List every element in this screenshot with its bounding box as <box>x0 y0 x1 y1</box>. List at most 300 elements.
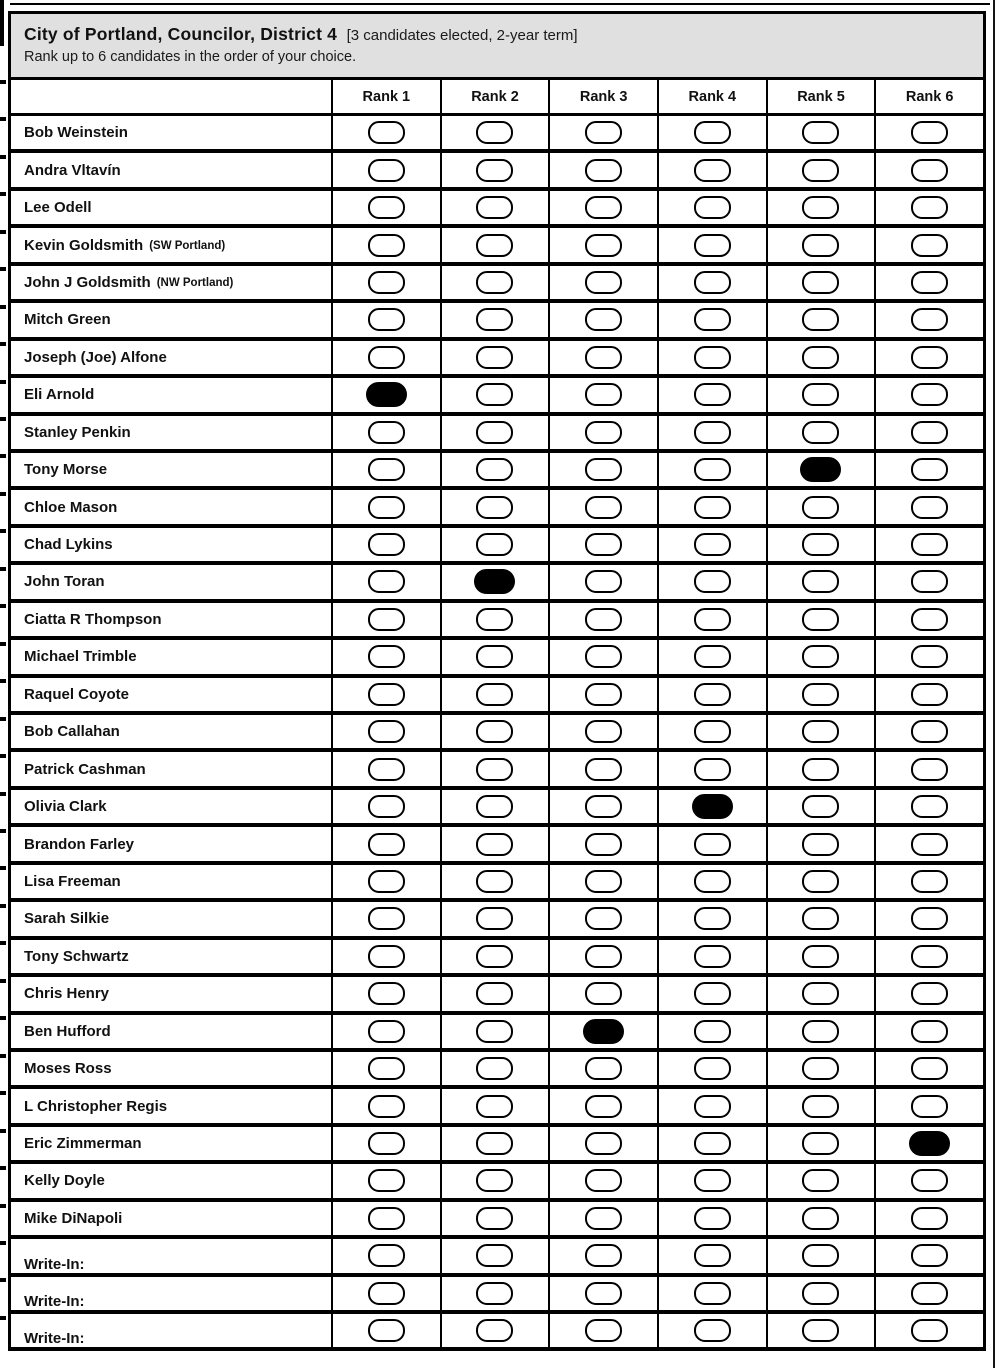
rank-bubble[interactable] <box>585 1132 622 1155</box>
rank-4-cell <box>657 453 766 486</box>
candidate-name-cell <box>11 528 331 561</box>
candidate-name: Kelly Doyle <box>24 1172 105 1190</box>
rank-bubble[interactable] <box>911 1207 948 1230</box>
rank-bubble[interactable] <box>368 1132 405 1155</box>
rank-bubble[interactable] <box>476 234 513 257</box>
rank-5-cell <box>766 790 875 823</box>
rank-bubble[interactable] <box>476 346 513 369</box>
timing-mark <box>0 866 6 870</box>
scan-artifact-line <box>10 3 990 5</box>
rank-bubble[interactable] <box>802 870 839 893</box>
rank-1-cell <box>331 865 440 898</box>
rank-bubble[interactable] <box>802 1169 839 1192</box>
rank-bubble[interactable] <box>802 1282 839 1305</box>
rank-bubble[interactable] <box>802 1132 839 1155</box>
rank-bubble-filled[interactable] <box>692 794 733 819</box>
rank-header-3: Rank 3 <box>548 80 657 113</box>
rank-header-row <box>8 80 986 116</box>
candidate-name: John J Goldsmith <box>24 273 151 291</box>
rank-bubble[interactable] <box>585 645 622 668</box>
rank-1-cell <box>331 528 440 561</box>
rank-bubble[interactable] <box>368 758 405 781</box>
rank-bubble[interactable] <box>368 1020 405 1043</box>
rank-bubble-filled[interactable] <box>583 1019 624 1044</box>
rank-bubble[interactable] <box>368 833 405 856</box>
rank-bubble[interactable] <box>802 1095 839 1118</box>
rank-1-cell <box>331 640 440 673</box>
rank-bubble[interactable] <box>802 1057 839 1080</box>
rank-bubble[interactable] <box>585 234 622 257</box>
rank-bubble[interactable] <box>585 907 622 930</box>
rank-1-cell <box>331 303 440 336</box>
rank-bubble-filled[interactable] <box>366 382 407 407</box>
rank-bubble[interactable] <box>476 1095 513 1118</box>
rank-bubble[interactable] <box>911 383 948 406</box>
rank-4-cell <box>657 1239 766 1272</box>
rank-bubble[interactable] <box>585 1319 622 1342</box>
rank-bubble[interactable] <box>368 795 405 818</box>
candidate-name: Bob Callahan <box>24 723 120 741</box>
candidate-name: Tony Schwartz <box>24 947 129 965</box>
rank-bubble[interactable] <box>694 1057 731 1080</box>
rank-bubble[interactable] <box>476 795 513 818</box>
rank-bubble[interactable] <box>368 945 405 968</box>
rank-bubble[interactable] <box>368 1095 405 1118</box>
rank-bubble[interactable] <box>694 1319 731 1342</box>
rank-bubble[interactable] <box>911 907 948 930</box>
rank-bubble[interactable] <box>585 421 622 444</box>
rank-bubble[interactable] <box>476 1057 513 1080</box>
rank-header-4: Rank 4 <box>657 80 766 113</box>
timing-mark <box>0 267 6 271</box>
rank-bubble[interactable] <box>694 1095 731 1118</box>
rank-bubble[interactable] <box>802 496 839 519</box>
rank-bubble[interactable] <box>368 458 405 481</box>
rank-1-cell <box>331 1089 440 1122</box>
rank-bubble[interactable] <box>694 196 731 219</box>
rank-bubble[interactable] <box>368 570 405 593</box>
rank-bubble[interactable] <box>585 383 622 406</box>
rank-2-cell <box>440 228 549 261</box>
rank-bubble[interactable] <box>911 533 948 556</box>
rank-bubble[interactable] <box>694 121 731 144</box>
candidate-name-cell <box>11 1127 331 1160</box>
rank-bubble[interactable] <box>694 383 731 406</box>
rank-bubble[interactable] <box>802 383 839 406</box>
rank-bubble[interactable] <box>911 683 948 706</box>
rank-bubble[interactable] <box>802 758 839 781</box>
rank-bubble[interactable] <box>476 533 513 556</box>
rank-bubble[interactable] <box>476 159 513 182</box>
rank-6-cell <box>874 565 983 598</box>
rank-bubble[interactable] <box>694 1020 731 1043</box>
rank-bubble[interactable] <box>585 870 622 893</box>
timing-mark <box>0 417 6 421</box>
rank-bubble[interactable] <box>911 159 948 182</box>
rank-bubble[interactable] <box>476 421 513 444</box>
rank-bubble[interactable] <box>802 907 839 930</box>
rank-bubble[interactable] <box>802 608 839 631</box>
rank-bubble[interactable] <box>802 121 839 144</box>
rank-bubble[interactable] <box>368 121 405 144</box>
rank-bubble[interactable] <box>694 608 731 631</box>
rank-3-cell <box>548 1202 657 1235</box>
rank-2-cell <box>440 827 549 860</box>
table-row <box>8 266 986 303</box>
rank-bubble[interactable] <box>694 271 731 294</box>
rank-bubble[interactable] <box>476 1207 513 1230</box>
rank-2-cell <box>440 640 549 673</box>
rank-bubble[interactable] <box>911 758 948 781</box>
rank-2-cell <box>440 1239 549 1272</box>
rank-bubble[interactable] <box>694 421 731 444</box>
rank-bubble[interactable] <box>911 421 948 444</box>
rank-bubble[interactable] <box>585 1244 622 1267</box>
write-in-cell[interactable] <box>11 1277 331 1310</box>
rank-bubble[interactable] <box>802 795 839 818</box>
rank-bubble[interactable] <box>911 308 948 331</box>
rank-bubble[interactable] <box>585 720 622 743</box>
rank-6-cell <box>874 1314 983 1347</box>
rank-bubble[interactable] <box>585 458 622 481</box>
candidate-name-cell <box>11 153 331 186</box>
rank-bubble[interactable] <box>585 159 622 182</box>
table-row <box>8 752 986 789</box>
rank-1-cell <box>331 1052 440 1085</box>
rank-bubble[interactable] <box>911 720 948 743</box>
rank-5-cell <box>766 1239 875 1272</box>
rank-5-cell <box>766 752 875 785</box>
rank-bubble[interactable] <box>476 196 513 219</box>
rank-bubble[interactable] <box>694 870 731 893</box>
table-row <box>8 453 986 490</box>
rank-bubble[interactable] <box>476 1169 513 1192</box>
rank-bubble[interactable] <box>802 533 839 556</box>
rank-bubble[interactable] <box>694 833 731 856</box>
rank-4-cell <box>657 715 766 748</box>
rank-bubble[interactable] <box>911 870 948 893</box>
rank-bubble[interactable] <box>911 458 948 481</box>
rank-bubble[interactable] <box>802 945 839 968</box>
rank-bubble[interactable] <box>585 1169 622 1192</box>
rank-bubble[interactable] <box>694 234 731 257</box>
rank-bubble[interactable] <box>911 795 948 818</box>
rank-bubble[interactable] <box>585 496 622 519</box>
rank-bubble[interactable] <box>585 346 622 369</box>
rank-bubble[interactable] <box>694 1282 731 1305</box>
rank-4-cell <box>657 191 766 224</box>
rank-bubble[interactable] <box>476 121 513 144</box>
table-row <box>8 1089 986 1126</box>
timing-mark <box>0 380 6 384</box>
rank-bubble[interactable] <box>585 271 622 294</box>
candidate-name: L Christopher Regis <box>24 1097 168 1115</box>
candidate-name: Brandon Farley <box>24 835 135 853</box>
rank-bubble[interactable] <box>911 1169 948 1192</box>
rank-bubble[interactable] <box>694 496 731 519</box>
rank-bubble[interactable] <box>368 1319 405 1342</box>
rank-bubble[interactable] <box>911 1282 948 1305</box>
rank-bubble[interactable] <box>476 645 513 668</box>
rank-bubble[interactable] <box>694 308 731 331</box>
rank-bubble[interactable] <box>368 234 405 257</box>
rank-bubble[interactable] <box>694 982 731 1005</box>
rank-bubble[interactable] <box>368 608 405 631</box>
rank-bubble[interactable] <box>802 683 839 706</box>
rank-bubble[interactable] <box>476 1020 513 1043</box>
rank-bubble[interactable] <box>802 1319 839 1342</box>
rank-bubble[interactable] <box>911 1244 948 1267</box>
rank-bubble[interactable] <box>911 271 948 294</box>
rank-5-cell <box>766 865 875 898</box>
rank-bubble[interactable] <box>802 196 839 219</box>
rank-bubble[interactable] <box>802 720 839 743</box>
rank-bubble[interactable] <box>368 308 405 331</box>
rank-bubble[interactable] <box>911 645 948 668</box>
rank-bubble[interactable] <box>694 1207 731 1230</box>
rank-4-cell <box>657 1277 766 1310</box>
rank-bubble[interactable] <box>802 271 839 294</box>
timing-mark <box>0 1091 6 1095</box>
rank-bubble[interactable] <box>802 833 839 856</box>
rank-bubble[interactable] <box>802 982 839 1005</box>
rank-bubble[interactable] <box>585 1057 622 1080</box>
rank-bubble[interactable] <box>911 608 948 631</box>
rank-bubble[interactable] <box>476 907 513 930</box>
rank-bubble[interactable] <box>694 1169 731 1192</box>
rank-1-cell <box>331 453 440 486</box>
rank-3-cell <box>548 228 657 261</box>
rank-6-cell <box>874 1127 983 1160</box>
table-row <box>8 153 986 190</box>
rank-5-cell <box>766 453 875 486</box>
rank-bubble-filled[interactable] <box>800 457 841 482</box>
rank-bubble[interactable] <box>585 121 622 144</box>
table-row <box>8 528 986 565</box>
rank-bubble[interactable] <box>585 945 622 968</box>
candidate-name-cell <box>11 865 331 898</box>
table-row <box>8 827 986 864</box>
timing-mark <box>0 492 6 496</box>
rank-2-cell <box>440 303 549 336</box>
rank-bubble[interactable] <box>694 533 731 556</box>
rank-4-cell <box>657 565 766 598</box>
rank-bubble[interactable] <box>368 346 405 369</box>
rank-bubble[interactable] <box>368 683 405 706</box>
timing-mark <box>0 829 6 833</box>
rank-5-cell <box>766 565 875 598</box>
rank-bubble[interactable] <box>585 1207 622 1230</box>
table-row <box>8 490 986 527</box>
rank-bubble[interactable] <box>802 308 839 331</box>
rank-bubble[interactable] <box>694 683 731 706</box>
rank-3-cell <box>548 303 657 336</box>
rank-bubble[interactable] <box>911 234 948 257</box>
rank-bubble[interactable] <box>476 720 513 743</box>
rank-bubble[interactable] <box>911 196 948 219</box>
rank-bubble[interactable] <box>694 945 731 968</box>
candidate-name-cell <box>11 640 331 673</box>
rank-bubble[interactable] <box>368 645 405 668</box>
rank-bubble[interactable] <box>802 234 839 257</box>
rank-2-cell <box>440 1202 549 1235</box>
rank-bubble[interactable] <box>802 346 839 369</box>
rank-bubble[interactable] <box>802 159 839 182</box>
rank-bubble[interactable] <box>911 945 948 968</box>
rank-bubble[interactable] <box>368 720 405 743</box>
rank-bubble[interactable] <box>911 833 948 856</box>
rank-bubble[interactable] <box>694 758 731 781</box>
rank-bubble[interactable] <box>585 683 622 706</box>
rank-bubble[interactable] <box>911 346 948 369</box>
rank-4-cell <box>657 416 766 449</box>
rank-2-cell <box>440 453 549 486</box>
candidate-name: Olivia Clark <box>24 798 107 816</box>
candidate-name-cell <box>11 303 331 336</box>
timing-mark <box>0 305 6 309</box>
rank-bubble[interactable] <box>476 1244 513 1267</box>
rank-bubble[interactable] <box>476 1132 513 1155</box>
rank-bubble[interactable] <box>585 533 622 556</box>
rank-3-cell <box>548 902 657 935</box>
rank-3-cell <box>548 1277 657 1310</box>
rank-header-5: Rank 5 <box>766 80 875 113</box>
candidate-name: Chad Lykins <box>24 536 113 554</box>
rank-bubble[interactable] <box>368 907 405 930</box>
rank-bubble[interactable] <box>802 1020 839 1043</box>
rank-3-cell <box>548 1164 657 1197</box>
rank-bubble[interactable] <box>368 1207 405 1230</box>
rank-bubble[interactable] <box>476 271 513 294</box>
rank-bubble[interactable] <box>694 570 731 593</box>
rank-bubble[interactable] <box>802 645 839 668</box>
rank-bubble[interactable] <box>368 1244 405 1267</box>
timing-mark <box>0 642 6 646</box>
rank-bubble[interactable] <box>694 458 731 481</box>
candidate-name: Moses Ross <box>24 1060 112 1078</box>
rank-bubble[interactable] <box>585 308 622 331</box>
rank-bubble[interactable] <box>476 308 513 331</box>
rank-bubble[interactable] <box>585 758 622 781</box>
rank-6-cell <box>874 266 983 299</box>
rank-bubble[interactable] <box>476 982 513 1005</box>
rank-bubble[interactable] <box>585 982 622 1005</box>
rank-bubble[interactable] <box>802 570 839 593</box>
rank-3-cell <box>548 678 657 711</box>
rank-6-cell <box>874 827 983 860</box>
rank-bubble[interactable] <box>694 645 731 668</box>
rank-bubble[interactable] <box>911 570 948 593</box>
timing-mark <box>0 117 6 121</box>
candidate-name: Patrick Cashman <box>24 760 146 778</box>
rank-bubble[interactable] <box>694 720 731 743</box>
rank-bubble[interactable] <box>476 1319 513 1342</box>
timing-mark <box>0 904 6 908</box>
rank-bubble[interactable] <box>368 1169 405 1192</box>
rank-bubble[interactable] <box>694 1132 731 1155</box>
rank-bubble[interactable] <box>694 1244 731 1267</box>
rank-bubble[interactable] <box>476 683 513 706</box>
table-row <box>8 977 986 1014</box>
rank-bubble[interactable] <box>911 1319 948 1342</box>
rank-bubble[interactable] <box>368 870 405 893</box>
rank-bubble[interactable] <box>585 1282 622 1305</box>
rank-bubble[interactable] <box>368 196 405 219</box>
candidate-rows <box>8 116 986 1351</box>
rank-5-cell <box>766 678 875 711</box>
rank-bubble[interactable] <box>585 833 622 856</box>
rank-bubble[interactable] <box>368 271 405 294</box>
rank-1-cell <box>331 603 440 636</box>
rank-2-cell <box>440 153 549 186</box>
rank-bubble[interactable] <box>368 159 405 182</box>
rank-5-cell <box>766 715 875 748</box>
rank-bubble[interactable] <box>911 1057 948 1080</box>
rank-bubble[interactable] <box>585 608 622 631</box>
rank-bubble[interactable] <box>368 421 405 444</box>
rank-bubble[interactable] <box>476 458 513 481</box>
write-in-cell[interactable] <box>11 1239 331 1272</box>
rank-bubble[interactable] <box>694 346 731 369</box>
rank-4-cell <box>657 640 766 673</box>
rank-bubble[interactable] <box>802 1244 839 1267</box>
rank-bubble[interactable] <box>368 1057 405 1080</box>
table-row <box>8 416 986 453</box>
rank-bubble[interactable] <box>368 496 405 519</box>
rank-2-cell <box>440 565 549 598</box>
rank-4-cell <box>657 977 766 1010</box>
rank-bubble[interactable] <box>368 982 405 1005</box>
rank-bubble[interactable] <box>476 496 513 519</box>
rank-bubble[interactable] <box>911 982 948 1005</box>
rank-bubble[interactable] <box>476 1282 513 1305</box>
rank-bubble[interactable] <box>476 383 513 406</box>
rank-bubble[interactable] <box>476 945 513 968</box>
timing-mark <box>0 192 6 196</box>
rank-bubble[interactable] <box>368 533 405 556</box>
rank-bubble[interactable] <box>585 795 622 818</box>
candidate-name-cell <box>11 416 331 449</box>
rank-bubble[interactable] <box>694 907 731 930</box>
rank-bubble[interactable] <box>368 1282 405 1305</box>
rank-bubble-filled[interactable] <box>474 569 515 594</box>
rank-3-cell <box>548 266 657 299</box>
rank-bubble[interactable] <box>802 1207 839 1230</box>
rank-6-cell <box>874 1052 983 1085</box>
rank-bubble[interactable] <box>585 570 622 593</box>
rank-bubble[interactable] <box>476 870 513 893</box>
rank-bubble[interactable] <box>911 496 948 519</box>
candidate-name: Eli Arnold <box>24 386 95 404</box>
rank-bubble-filled[interactable] <box>909 1131 950 1156</box>
rank-bubble[interactable] <box>911 121 948 144</box>
rank-bubble[interactable] <box>585 196 622 219</box>
rank-4-cell <box>657 116 766 149</box>
rank-bubble[interactable] <box>476 608 513 631</box>
rank-bubble[interactable] <box>476 758 513 781</box>
rank-4-cell <box>657 1314 766 1347</box>
rank-bubble[interactable] <box>694 159 731 182</box>
rank-bubble[interactable] <box>585 1095 622 1118</box>
rank-2-cell <box>440 1314 549 1347</box>
contest-title-note: [3 candidates elected, 2-year term] <box>346 27 578 44</box>
write-in-cell[interactable] <box>11 1314 331 1347</box>
rank-bubble[interactable] <box>802 421 839 444</box>
candidate-name: Ben Hufford <box>24 1022 111 1040</box>
rank-bubble[interactable] <box>476 833 513 856</box>
rank-bubble[interactable] <box>911 1020 948 1043</box>
rank-bubble[interactable] <box>911 1095 948 1118</box>
